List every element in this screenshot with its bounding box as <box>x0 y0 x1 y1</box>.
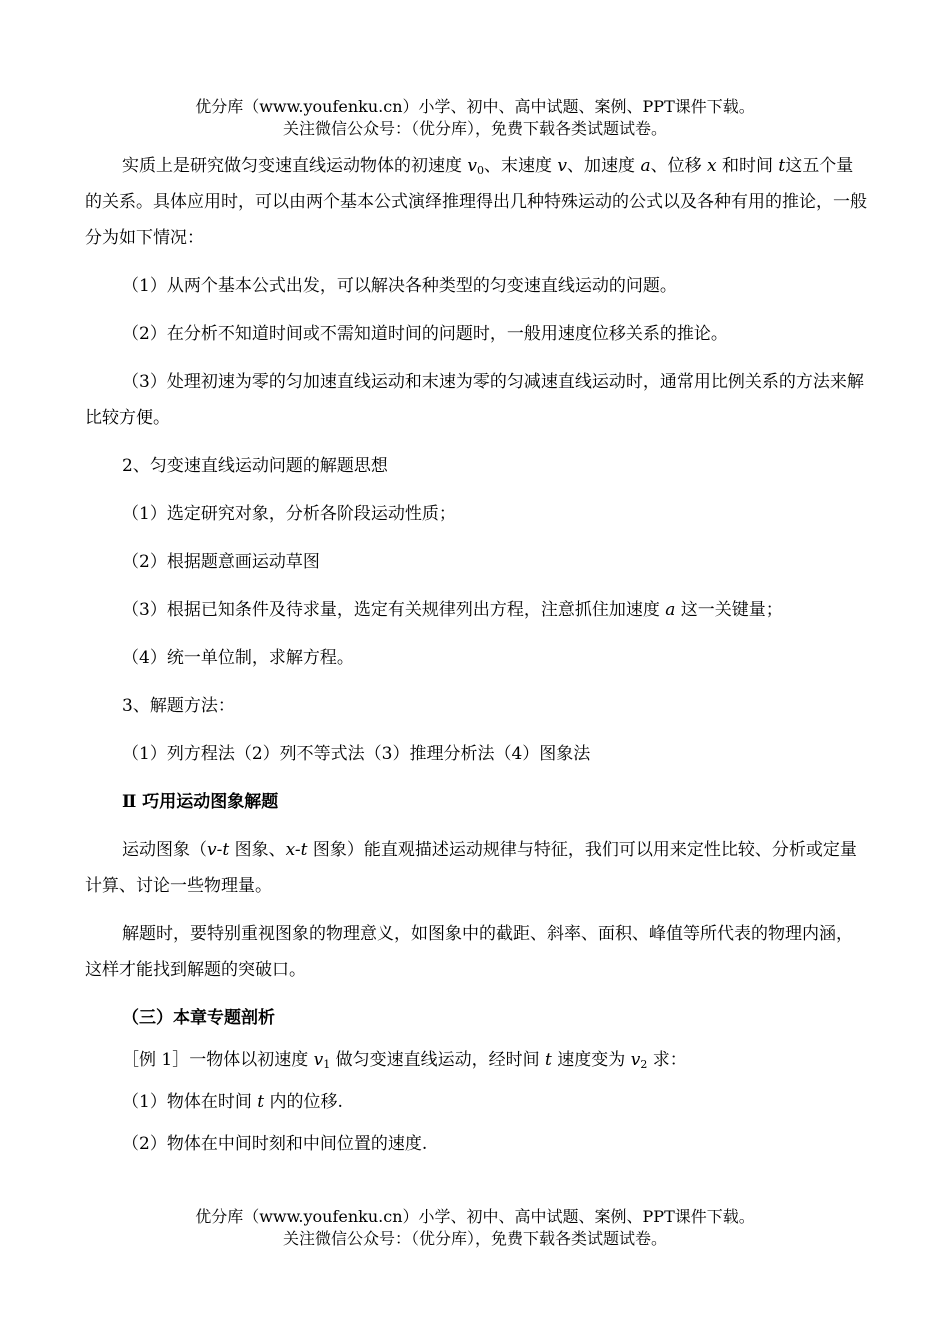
section-heading-topics: （三）本章专题剖析 <box>122 1008 275 1028</box>
paragraph-intro <box>85 148 867 256</box>
text-run: 、位移 <box>650 156 707 176</box>
example-1-question-2: （2）物体在中间时刻和中间位置的速度. <box>122 1134 428 1154</box>
symbol-xt: x-t <box>285 840 308 860</box>
subscript: 0 <box>477 164 485 177</box>
paragraph-step-2: （2）根据题意画运动草图 <box>122 552 320 572</box>
paragraph-graphs <box>85 832 867 904</box>
section-heading-3: 3、解题方法： <box>122 696 235 716</box>
text-run: 速度变为 <box>551 1050 631 1070</box>
symbol-v: v <box>557 156 568 176</box>
text-run: 图象、 <box>229 840 286 860</box>
paragraph-methods: （1）列方程法（2）列不等式法（3）推理分析法（4）图象法 <box>122 744 591 764</box>
text-run: 做匀变速直线运动，经时间 <box>330 1050 546 1070</box>
header-line-1: 优分库（www.youfenku.cn）小学、初中、高中试题、案例、PPT课件下载。 <box>195 97 755 116</box>
text-run: （1）物体在时间 <box>122 1092 258 1112</box>
text-run: 这五个量的关系。具体应用时，可以由两个基本公式演绎推理得出几种特殊运动的公式以及各种有用的推论，一般分为如下情况： <box>85 156 867 248</box>
section-heading-graphs: Ⅱ 巧用运动图象解题 <box>122 792 279 812</box>
text-run: 和时间 <box>716 156 779 176</box>
text-run: 、加速度 <box>567 156 641 176</box>
page-header <box>0 96 950 140</box>
symbol-t: t <box>778 156 786 176</box>
text-run: ［例 1］一物体以初速度 <box>122 1050 314 1070</box>
symbol-vt: v-t <box>207 840 230 860</box>
text-run: 求： <box>647 1050 687 1070</box>
paragraph-step-3 <box>85 592 867 628</box>
example-1-statement <box>85 1042 867 1078</box>
section-heading-2: 2、匀变速直线运动问题的解题思想 <box>122 456 388 476</box>
subscript: 1 <box>323 1058 331 1071</box>
paragraph-case-2: （2）在分析不知道时间或不需知道时间的问题时，一般用速度位移关系的推论。 <box>122 324 728 344</box>
paragraph-step-1: （1）选定研究对象，分析各阶段运动性质； <box>122 504 456 524</box>
symbol-x: x <box>706 156 717 176</box>
text-run: 实质上是研究做匀变速直线运动物体的初速度 <box>122 156 468 176</box>
text-run: 这一关键量； <box>675 600 783 620</box>
paragraph-solving: 解题时，要特别重视图象的物理意义，如图象中的截距、斜率、面积、峰值等所代表的物理内涵，这样才能找到解题的突破口。 <box>85 924 853 980</box>
paragraph-case-3: （3）处理初速为零的匀加速直线运动和末速为零的匀减速直线运动时，通常用比例关系的方法来解比较方便。 <box>85 372 864 428</box>
symbol-a: a <box>665 600 676 620</box>
header-line-2: 关注微信公众号：（优分库），免费下载各类试题试卷。 <box>282 119 667 138</box>
symbol-a: a <box>640 156 651 176</box>
paragraph-step-4: （4）统一单位制，求解方程。 <box>122 648 354 668</box>
text-run: 内的位移. <box>264 1092 343 1112</box>
paragraph-case-1: （1）从两个基本公式出发，可以解决各种类型的匀变速直线运动的问题。 <box>122 276 677 296</box>
text-run: 运动图象（ <box>122 840 207 860</box>
document-body <box>85 148 867 1162</box>
text-run: （3）根据已知条件及待求量，选定有关规律列出方程，注意抓住加速度 <box>122 600 666 620</box>
subscript: 2 <box>640 1058 648 1071</box>
footer-line-1: 优分库（www.youfenku.cn）小学、初中、高中试题、案例、PPT课件下载。 <box>195 1207 755 1226</box>
symbol-t: t <box>257 1092 265 1112</box>
example-1-question-1 <box>85 1084 867 1120</box>
symbol-v: v <box>313 1050 324 1070</box>
footer-line-2: 关注微信公众号：（优分库），免费下载各类试题试卷。 <box>282 1229 667 1248</box>
text-run: 图象）能直观描述运动规律与特征，我们可以用来定性比较、分析或定量计算、讨论一些物理量。 <box>85 840 857 896</box>
text-run: 、末速度 <box>484 156 558 176</box>
page-footer <box>0 1206 950 1250</box>
symbol-v: v <box>630 1050 641 1070</box>
symbol-v: v <box>467 156 478 176</box>
symbol-t: t <box>545 1050 552 1070</box>
